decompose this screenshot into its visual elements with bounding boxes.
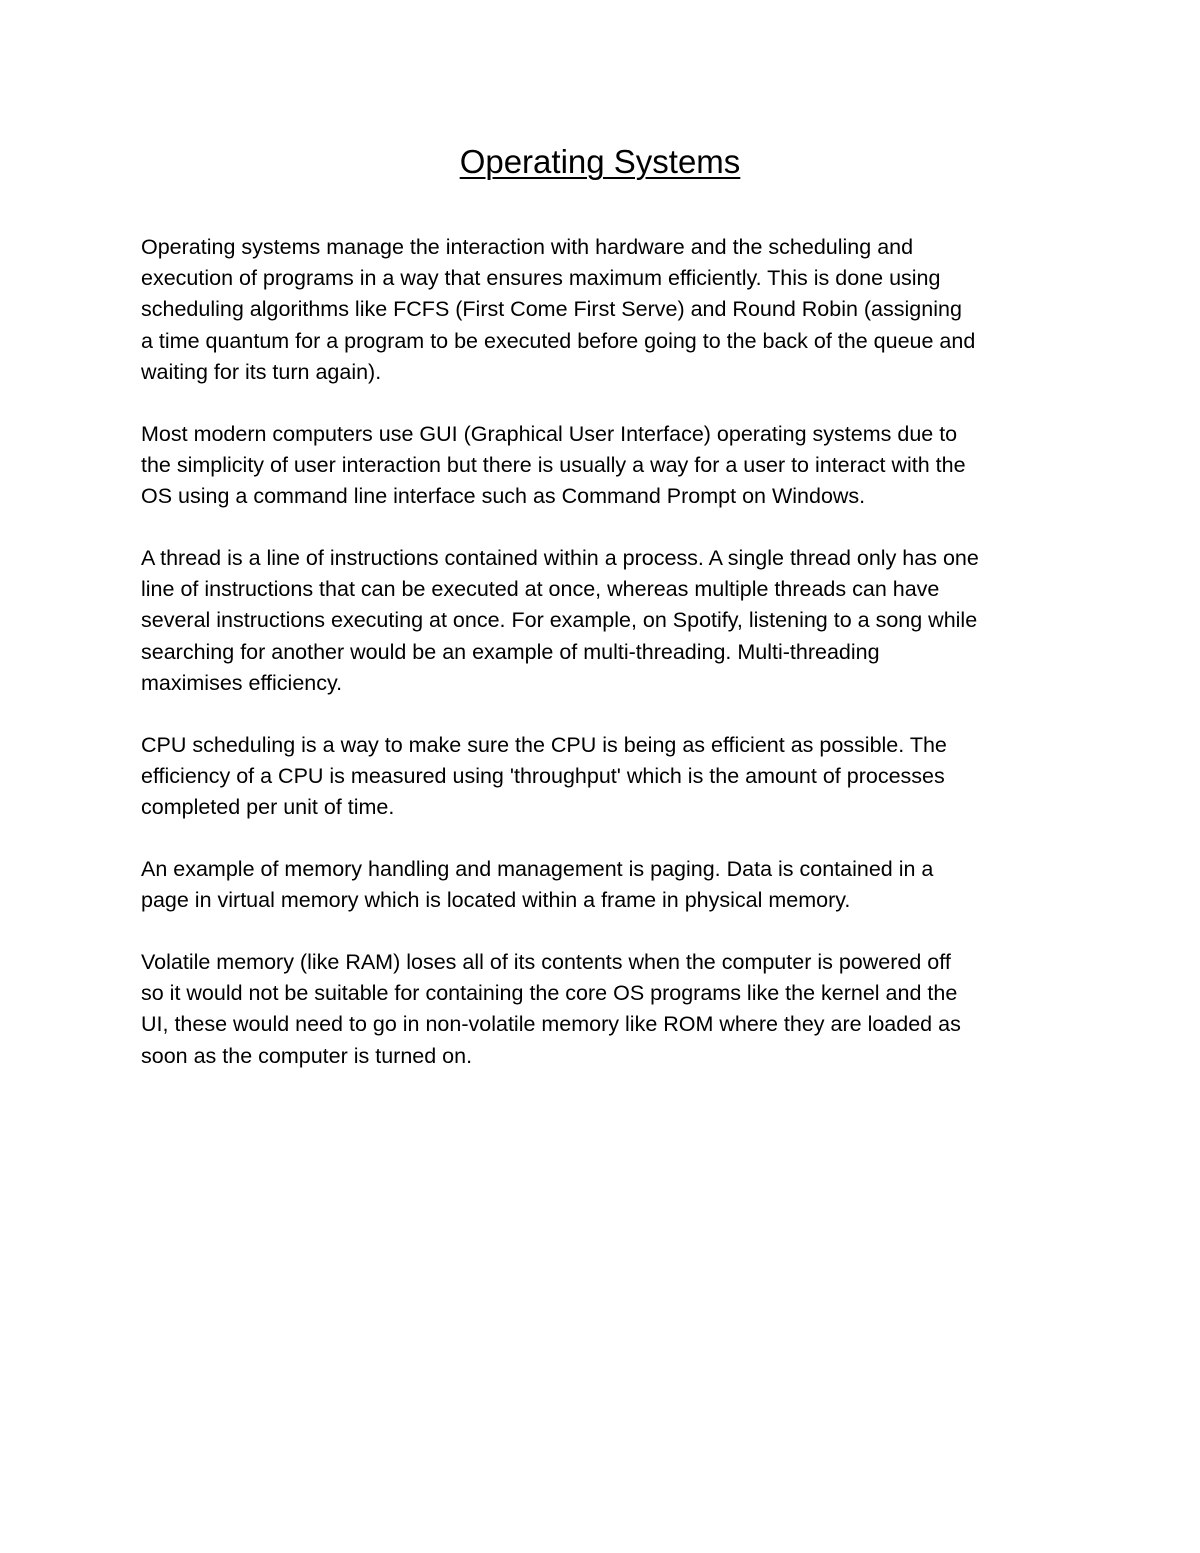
paragraph-line: Most modern computers use GUI (Graphical User Interface) operating systems due to [141,422,958,446]
paragraph-line: A thread is a line of instructions contained within a process. A single thread only has one [141,546,979,570]
paragraph-line: execution of programs in a way that ensures maximum efficiently. This is done using [141,266,941,291]
paragraph-line: An example of memory handling and management is paging. Data is contained in a [141,857,934,881]
paragraph-scheduling [141,232,1066,388]
document-title-text: Operating Systems [459,143,741,180]
paragraph-line: UI, these would need to go in non-volatile memory like ROM where they are loaded as [141,1012,961,1037]
paragraph-line: Operating systems manage the interaction with hardware and the scheduling and [141,235,914,259]
paragraph-line: CPU scheduling is a way to make sure the CPU is being as efficient as possible. The [141,733,947,757]
paragraph-volatile-memory [141,947,1066,1072]
paragraph-line: OS using a command line interface such as Command Prompt on Windows. [141,484,866,509]
paragraph-line: soon as the computer is turned on. [141,1043,473,1068]
paragraph-line: waiting for its turn again). [141,359,382,384]
paragraph-cpu-scheduling [141,730,1066,824]
paragraph-line: searching for another would be an example of multi-threading. Multi-threading [141,639,880,664]
paragraph-line: so it would not be suitable for containing the core OS programs like the kernel and the [141,981,958,1006]
document-title [0,140,1200,184]
paragraph-line: page in virtual memory which is located within a frame in physical memory. [141,888,851,913]
paragraph-line: completed per unit of time. [141,795,395,820]
paragraph-line: a time quantum for a program to be executed before going to the back of the queue and [141,328,976,353]
paragraph-gui [141,419,1066,513]
paragraph-line: efficiency of a CPU is measured using 'throughput' which is the amount of processes [141,764,945,789]
paragraph-line: the simplicity of user interaction but there is usually a way for a user to interact with the [141,453,966,478]
paragraph-line: several instructions executing at once. For example, on Spotify, listening to a song while [141,608,978,633]
paragraph-line: line of instructions that can be executed at once, whereas multiple threads can have [141,577,940,602]
paragraph-threads [141,543,1066,699]
paragraph-paging [141,854,1066,916]
paragraph-line: scheduling algorithms like FCFS (First Come First Serve) and Round Robin (assigning [141,297,962,322]
paragraph-line: Volatile memory (like RAM) loses all of its contents when the computer is powered off [141,950,951,974]
paragraph-line: maximises efficiency. [141,670,343,695]
